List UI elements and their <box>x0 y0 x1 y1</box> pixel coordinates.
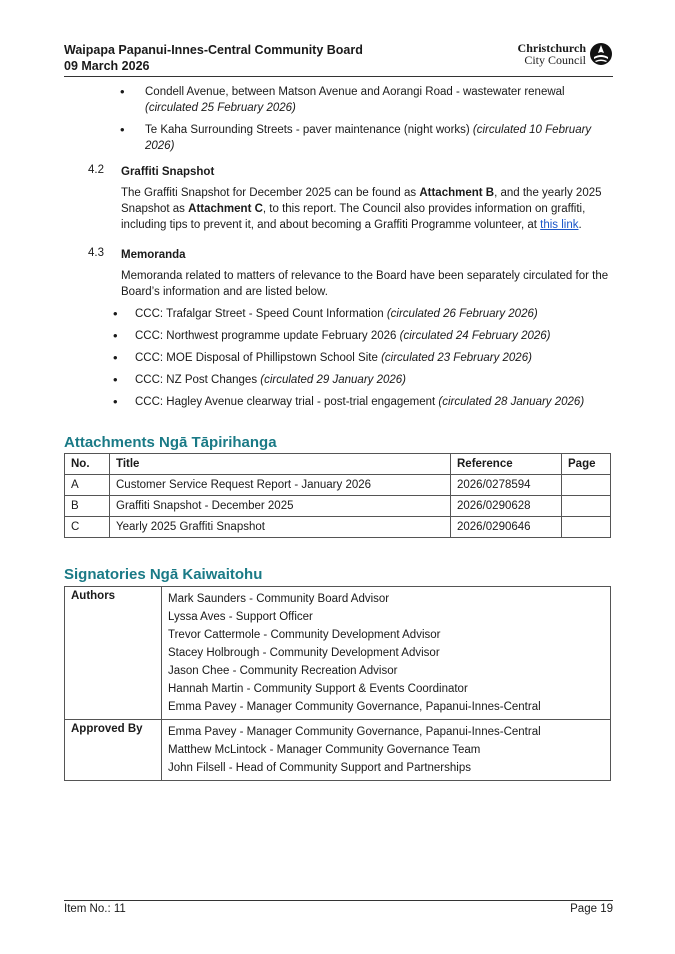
approved-list <box>162 720 611 781</box>
list-item: • CCC: Northwest programme update February 2026 (circulated 24 February 2026) <box>135 328 613 344</box>
signatory: Lyssa Aves - Support Officer <box>168 611 313 623</box>
approved-label: Approved By <box>65 720 162 781</box>
list-item: • CCC: Trafalgar Street - Speed Count Information (circulated 26 February 2026) <box>135 306 613 322</box>
page-number: Page 19 <box>570 903 613 915</box>
table-row <box>65 475 611 496</box>
signatories-heading: Signatories Ngā Kaiwaitohu <box>64 566 263 583</box>
page-header <box>64 40 613 77</box>
cell-page <box>562 517 611 538</box>
attachments-heading: Attachments Ngā Tāpirihanga <box>64 434 277 451</box>
section-title: Graffiti Snapshot <box>121 166 215 178</box>
cell-no: B <box>65 496 110 517</box>
signatory: Matthew McLintock - Manager Community Governance Team <box>168 744 481 756</box>
list-item: • Condell Avenue, between Matson Avenue and Aorangi Road - wastewater renewal (circulated 25 February 2026) <box>145 84 613 116</box>
list-item: • CCC: MOE Disposal of Phillipstown School Site (circulated 23 February 2026) <box>135 350 613 366</box>
list-item: • CCC: Hagley Avenue clearway trial - post-trial engagement (circulated 28 January 2026) <box>135 394 613 410</box>
cell-title: Graffiti Snapshot - December 2025 <box>110 496 451 517</box>
signatories-table <box>64 586 611 781</box>
cell-page <box>562 475 611 496</box>
signatory: Mark Saunders - Community Board Advisor <box>168 593 390 605</box>
authors-label: Authors <box>65 587 162 720</box>
section-number: 4.2 <box>88 164 104 176</box>
table-row <box>65 496 611 517</box>
table-header-row <box>65 454 611 475</box>
council-logo <box>518 42 613 66</box>
page-footer <box>64 900 613 915</box>
list-item: • CCC: NZ Post Changes (circulated 29 January 2026) <box>135 372 613 388</box>
signatory: Trevor Cattermole - Community Development Advisor <box>168 629 441 641</box>
authors-list <box>162 587 611 720</box>
cell-no: A <box>65 475 110 496</box>
cell-title: Yearly 2025 Graffiti Snapshot <box>110 517 451 538</box>
table-row <box>65 720 611 781</box>
table-row <box>65 587 611 720</box>
column-header: Reference <box>451 454 562 475</box>
signatory: Emma Pavey - Manager Community Governance, Papanui-Innes-Central <box>168 726 541 738</box>
top-bullet-list <box>64 84 613 154</box>
signatory: Stacey Holbrough - Community Development Advisor <box>168 647 440 659</box>
cell-no: C <box>65 517 110 538</box>
cell-page <box>562 496 611 517</box>
cell-reference: 2026/0290646 <box>451 517 562 538</box>
logo-line2: City Council <box>524 53 586 67</box>
section-paragraph: Memoranda related to matters of relevance to the Board have been separately circulated for the Board’s information and are listed below. <box>121 270 609 298</box>
section-graffiti <box>64 164 613 233</box>
column-header: Title <box>110 454 451 475</box>
page-content <box>64 82 613 416</box>
graffiti-info-link[interactable]: this link <box>540 219 579 231</box>
memoranda-list <box>135 306 613 410</box>
signatory: John Filsell - Head of Community Support and Partnerships <box>168 762 471 774</box>
list-item: • Te Kaha Surrounding Streets - paver maintenance (night works) (circulated 10 February 2026) <box>145 122 613 154</box>
cell-reference: 2026/0290628 <box>451 496 562 517</box>
section-number: 4.3 <box>88 247 104 259</box>
item-number: Item No.: 11 <box>64 903 126 915</box>
signatory: Jason Chee - Community Recreation Advisor <box>168 665 398 677</box>
cell-reference: 2026/0278594 <box>451 475 562 496</box>
header-title: Waipapa Papanui-Innes-Central Community Board <box>64 43 363 57</box>
cathedral-logo-icon <box>589 42 613 66</box>
attachments-table <box>64 453 611 538</box>
logo-line1: Christchurch <box>517 41 586 55</box>
signatory: Emma Pavey - Manager Community Governance, Papanui-Innes-Central <box>168 701 541 713</box>
section-title: Memoranda <box>121 249 186 261</box>
section-paragraph: The Graffiti Snapshot for December 2025 can be found as Attachment B, and the yearly 2025 Snapshot as Attachment C, to this report. The Council also provides information on graffiti, including tips to prevent it, and about becoming a Graffiti Programme volunteer, at this link. <box>121 187 602 231</box>
section-memoranda <box>64 247 613 410</box>
signatory: Hannah Martin - Community Support & Events Coordinator <box>168 683 468 695</box>
column-header: No. <box>65 454 110 475</box>
header-date: 09 March 2026 <box>64 59 150 73</box>
cell-title: Customer Service Request Report - January 2026 <box>110 475 451 496</box>
table-row <box>65 517 611 538</box>
column-header: Page <box>562 454 611 475</box>
